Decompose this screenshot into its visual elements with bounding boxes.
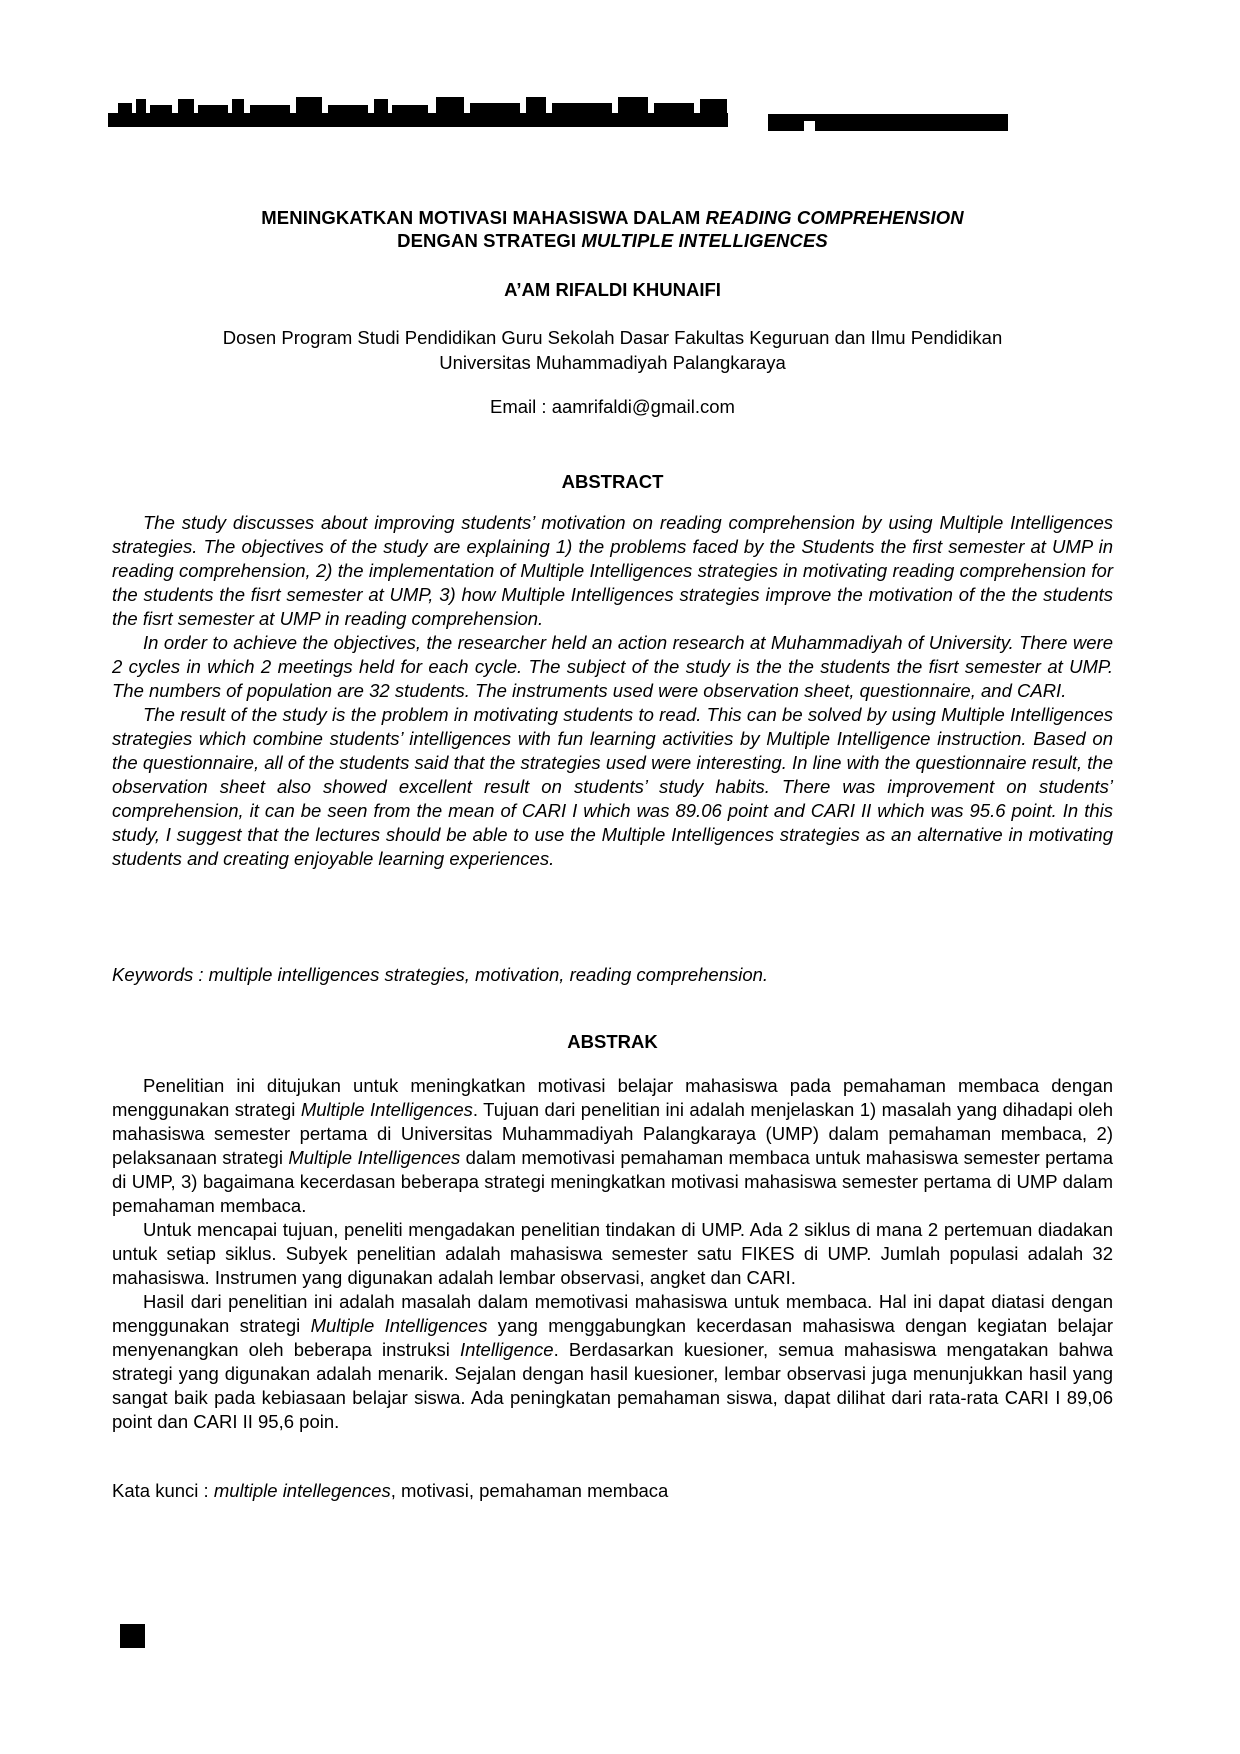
redaction-baseline-bar	[108, 113, 728, 127]
abstrak-heading: ABSTRAK	[567, 1031, 658, 1052]
redaction-block	[654, 103, 694, 113]
redaction-block	[136, 99, 146, 113]
redaction-block	[118, 103, 132, 113]
paragraph: Untuk mencapai tujuan, peneliti mengadakan penelitian tindakan di UMP. Ada 2 siklus di mana 2 pertemuan diadakan untuk setiap siklus. Subyek penelitian adalah mahasiswa semester satu FIKES di UMP. Jumlah populasi adalah 32 mahasiswa. Instrumen yang digunakan adalah lembar observasi, angket dan CARI.	[112, 1219, 1113, 1288]
redaction-block	[526, 97, 546, 113]
paragraph: In order to achieve the objectives, the researcher held an action research at Muhammadiyah of University. There were 2 cycles in which 2 meetings held for each cycle. The subject of the study is the the students the fisrt semester at UMP. The numbers of population are 32 students. The instruments used were observation sheet, questionnaire, and CARI.	[112, 632, 1113, 701]
affiliation-line2: Universitas Muhammadiyah Palangkaraya	[439, 352, 786, 373]
abstract-english-body	[112, 511, 1113, 871]
redaction-block	[392, 105, 428, 113]
redacted-journal-banner	[100, 94, 1008, 134]
article-title	[112, 206, 1113, 252]
redaction-block	[296, 97, 322, 113]
redaction-block	[700, 99, 727, 113]
redaction-notch	[804, 121, 815, 131]
author-email: Email : aamrifaldi@gmail.com	[490, 396, 735, 417]
article-title-line1: MENINGKATKAN MOTIVASI MAHASISWA DALAM READING COMPREHENSION	[261, 207, 964, 228]
redaction-block	[150, 105, 172, 113]
redaction-block	[470, 103, 520, 113]
redaction-block	[250, 105, 290, 113]
author-name: A’AM RIFALDI KHUNAIFI	[504, 279, 721, 300]
redaction-block	[198, 105, 228, 113]
keywords-indonesian: Kata kunci : multiple intellegences, motivasi, pemahaman membaca	[112, 1480, 669, 1501]
paragraph: Penelitian ini ditujukan untuk meningkatkan motivasi belajar mahasiswa pada pemahaman membaca dengan menggunakan strategi Multiple Intelligences. Tujuan dari penelitian ini adalah menjelaskan 1) masalah yang dihadapi oleh mahasiswa semester pertama di Universitas Muhammadiyah Palangkaraya (UMP) dalam pemahaman membaca, 2) pelaksanaan strategi Multiple Intelligences dalam memotivasi pemahaman membaca untuk mahasiswa semester pertama di UMP, 3) bagaimana kecerdasan beberapa strategi meningkatkan motivasi mahasiswa semester pertama di UMP dalam pemahaman membaca.	[112, 1075, 1113, 1216]
paragraph: The study discusses about improving students’ motivation on reading comprehension by using Multiple Intelligences strategies. The objectives of the study are explaining 1) the problems faced by the Students the first semester at UMP in reading comprehension, 2) the implementation of Multiple Intelligences strategies in motivating reading comprehension for the students the fisrt semester at UMP, 3) how Multiple Intelligences strategies improve the motivation of the the students the fisrt semester at UMP in reading comprehension.	[112, 512, 1113, 629]
affiliation-line1: Dosen Program Studi Pendidikan Guru Sekolah Dasar Fakultas Keguruan dan Ilmu Pendidikan	[222, 327, 1003, 348]
abstract-indonesian-body	[112, 1074, 1113, 1434]
redacted-footer-mark	[120, 1624, 145, 1648]
article-title-line2: DENGAN STRATEGI MULTIPLE INTELLIGENCES	[397, 230, 828, 251]
keywords-english: Keywords : multiple intelligences strategies, motivation, reading comprehension.	[112, 964, 769, 985]
abstract-heading: ABSTRACT	[561, 471, 664, 492]
paragraph: The result of the study is the problem in motivating students to read. This can be solved by using Multiple Intelligences strategies which combine students’ intelligences with fun learning activities by Multiple Intelligence instruction. Based on the questionnaire, all of the students said that the strategies used were interesting. In line with the questionnaire result, the observation sheet also showed excellent result on students’ study habits. There was improvement on students’ comprehension, it can be seen from the mean of CARI I which was 89.06 point and CARI II which was 95.6 point. In this study, I suggest that the lectures should be able to use the Multiple Intelligences strategies as an alternative in motivating students and creating enjoyable learning experiences.	[112, 704, 1113, 869]
redaction-block	[552, 103, 612, 113]
redaction-block	[232, 99, 244, 113]
redaction-block	[618, 97, 648, 113]
paragraph: Hasil dari penelitian ini adalah masalah dalam memotivasi mahasiswa untuk membaca. Hal ini dapat diatasi dengan menggunakan strategi Multiple Intelligences yang menggabungkan kecerdasan mahasiswa dengan kegiatan belajar menyenangkan oleh beberapa instruksi Intelligence. Berdasarkan kuesioner, semua mahasiswa mengatakan bahwa strategi yang digunakan adalah menarik. Sejalan dengan hasil kuesioner, lembar observasi juga menunjukkan hasil yang sangat baik pada kebiasaan belajar siswa. Ada peningkatan pemahaman siswa, dapat dilihat dari rata-rata CARI I 89,06 point dan CARI II 95,6 poin.	[112, 1291, 1114, 1432]
author-affiliation	[112, 325, 1113, 375]
redaction-block	[178, 99, 194, 113]
redaction-block	[436, 97, 464, 113]
redaction-block	[328, 105, 368, 113]
redaction-block	[374, 99, 388, 113]
